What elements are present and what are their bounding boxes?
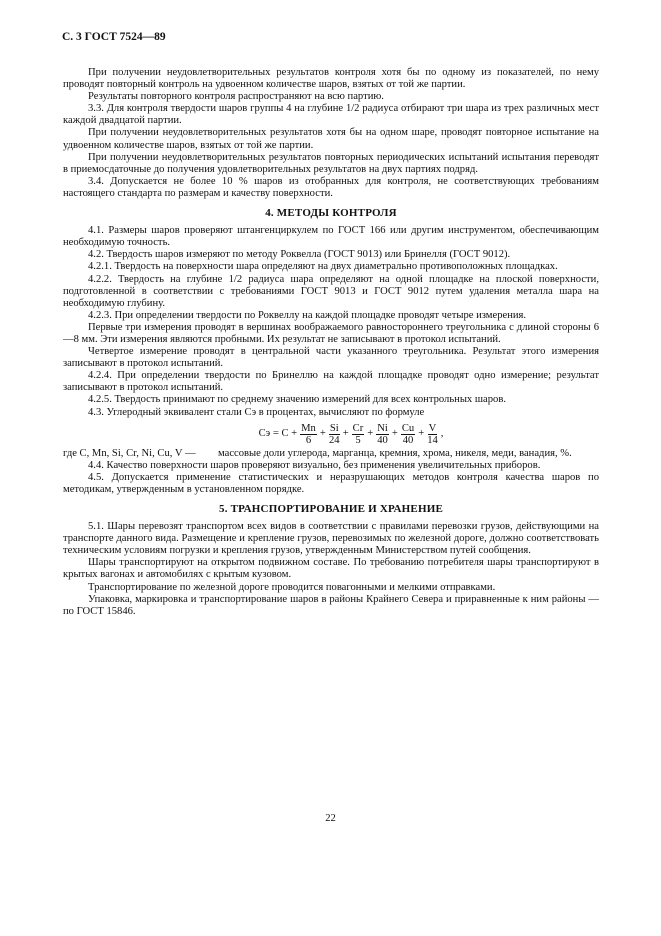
fraction xyxy=(352,423,365,446)
paragraph: 4.2. Твердость шаров измеряют по методу Роквелла (ГОСТ 9013) или Бринелля (ГОСТ 9012). xyxy=(88,249,511,261)
section-3-paragraphs xyxy=(63,67,599,200)
numerator: V xyxy=(428,422,437,434)
carbon-equivalent-formula xyxy=(103,423,599,446)
page-body xyxy=(63,67,599,618)
fraction xyxy=(376,423,389,446)
fraction xyxy=(427,423,438,446)
formula-legend-label: где C, Mn, Si, Cr, Ni, Cu, V — xyxy=(63,447,196,459)
plus-sign: + xyxy=(342,428,349,440)
section-4-heading: 4. МЕТОДЫ КОНТРОЛЯ xyxy=(265,207,397,220)
paragraph: 4.3. Углеродный эквивалент стали Cэ в процентах, вычисляют по формуле xyxy=(88,406,425,418)
numerator: Cu xyxy=(401,422,415,434)
paragraph: 4.2.4. При определении твердости по Бринеллю на каждой площадке проводят одно измерение; результат записывают в протокол испытаний. xyxy=(63,370,599,394)
paragraph: Шары транспортируют на открытом подвижном составе. По требованию потребителя шары транспортируют в крытых вагонах и автомобилях с крытым кузовом. xyxy=(63,557,599,581)
paragraph: 4.2.3. При определении твердости по Роквеллу на каждой площадке проводят четыре измерения. xyxy=(88,309,527,321)
plus-sign: + xyxy=(391,428,398,440)
paragraph: Четвертое измерение проводят в центральной части указанного треугольника. Результат этого измерения записывают в протокол испытаний. xyxy=(63,346,599,370)
paragraph: При получении неудовлетворительных результатов повторных периодических испытаний испытания переводят в приемосдаточные до получения удовлетворительных результатов на двух партиях подряд. xyxy=(63,151,599,175)
denominator: 5 xyxy=(355,434,361,446)
paragraph: 4.2.5. Твердость принимают по среднему значению измерений для всех контрольных шаров. xyxy=(88,394,506,406)
formula-end: , xyxy=(440,428,444,440)
formula-legend xyxy=(63,448,599,460)
paragraph: При получении неудовлетворительных результатов хотя бы на одном шаре, проводят повторное испытание на удвоенном количестве шаров, взятых от той же партии. xyxy=(63,127,599,151)
denominator: 24 xyxy=(328,434,340,446)
paragraph: При получении неудовлетворительных результатов контроля хотя бы по одному из показателей, по нему проводят повторный контроль на удвоенном количестве шаров, взятых от той же партии. xyxy=(63,67,599,91)
paragraph: Первые три измерения проводят в вершинах воображаемого равностороннего треугольника с длиной стороны 6—8 мм. Эти измерения являются пробными. Их результат не записывают в протокол испытаний. xyxy=(63,321,599,345)
numerator: Mn xyxy=(301,422,316,434)
paragraph: Транспортирование по железной дороге проводится повагонными и мелкими отправками. xyxy=(88,581,496,593)
paragraph: 4.4. Качество поверхности шаров проверяют визуально, без применения увеличительных приборов. xyxy=(88,459,541,471)
fraction xyxy=(401,423,415,446)
numerator: Ni xyxy=(377,422,388,434)
paragraph: 3.3. Для контроля твердости шаров группы 4 на глубине 1/2 радиуса отбирают три шара из трех различных мест каждой двадцатой партии. xyxy=(63,103,599,127)
numerator: Si xyxy=(329,422,339,434)
section-5-heading: 5. ТРАНСПОРТИРОВАНИЕ И ХРАНЕНИЕ xyxy=(219,503,443,515)
denominator: 14 xyxy=(427,434,438,446)
paragraph: Упаковка, маркировка и транспортирование шаров в районы Крайнего Севера и приравненные к ним районы — по ГОСТ 15846. xyxy=(63,593,599,617)
denominator: 40 xyxy=(377,434,388,446)
denominator: 6 xyxy=(305,434,312,446)
numerator: Cr xyxy=(352,422,364,434)
page-number: 22 xyxy=(325,813,336,824)
paragraph: 4.1. Размеры шаров проверяют штангенциркулем по ГОСТ 166 или другим инструментом, обеспечивающим необходимую точность. xyxy=(63,225,599,249)
paragraph: Результаты повторного контроля распространяют на всю партию. xyxy=(88,91,384,103)
plus-sign: + xyxy=(418,428,425,440)
paragraph: 4.2.2. Твердость на глубине 1/2 радиуса шара определяют на одной площадке на плоской поверхности, подготовленной в соответствии с требованиями ГОСТ 9013 и ГОСТ 9012 путем удаления металла шара на необходимую глубину. xyxy=(63,273,599,309)
paragraph: 3.4. Допускается не более 10 % шаров из отобранных для контроля, не соответствующих требованиям настоящего стандарта по размерам и качеству поверхности. xyxy=(63,175,599,199)
formula-lhs: Cэ = C + xyxy=(258,428,298,440)
formula-legend-text: массовые доли углерода, марганца, кремния, хрома, никеля, меди, ванадия, %. xyxy=(218,447,572,459)
paragraph: 4.2.1. Твердость на поверхности шара определяют на двух диаметрально противоположных площадках. xyxy=(88,261,558,273)
paragraph: 5.1. Шары перевозят транспортом всех видов в соответствии с правилами перевозки грузов, действующими на транспорте данного вида. Размещение и крепление грузов, перевозимых по железной дороге, должно соответствовать техническим условиям погрузки и крепления грузов, утвержденным Министерством путей сообщения. xyxy=(63,521,599,557)
section-4-paragraphs xyxy=(63,225,599,419)
fraction xyxy=(329,423,340,446)
paragraph: 4.5. Допускается применение статистических и неразрушающих методов контроля качества шаров по методикам, утвержденным в установленном порядке. xyxy=(63,471,599,495)
section-5-paragraphs xyxy=(63,521,599,618)
page-header: С. 3 ГОСТ 7524—89 xyxy=(62,31,166,43)
denominator: 40 xyxy=(402,434,414,446)
section-4-paragraphs-end xyxy=(63,460,599,496)
plus-sign: + xyxy=(367,428,374,440)
plus-sign: + xyxy=(319,428,326,440)
fraction xyxy=(300,423,317,446)
